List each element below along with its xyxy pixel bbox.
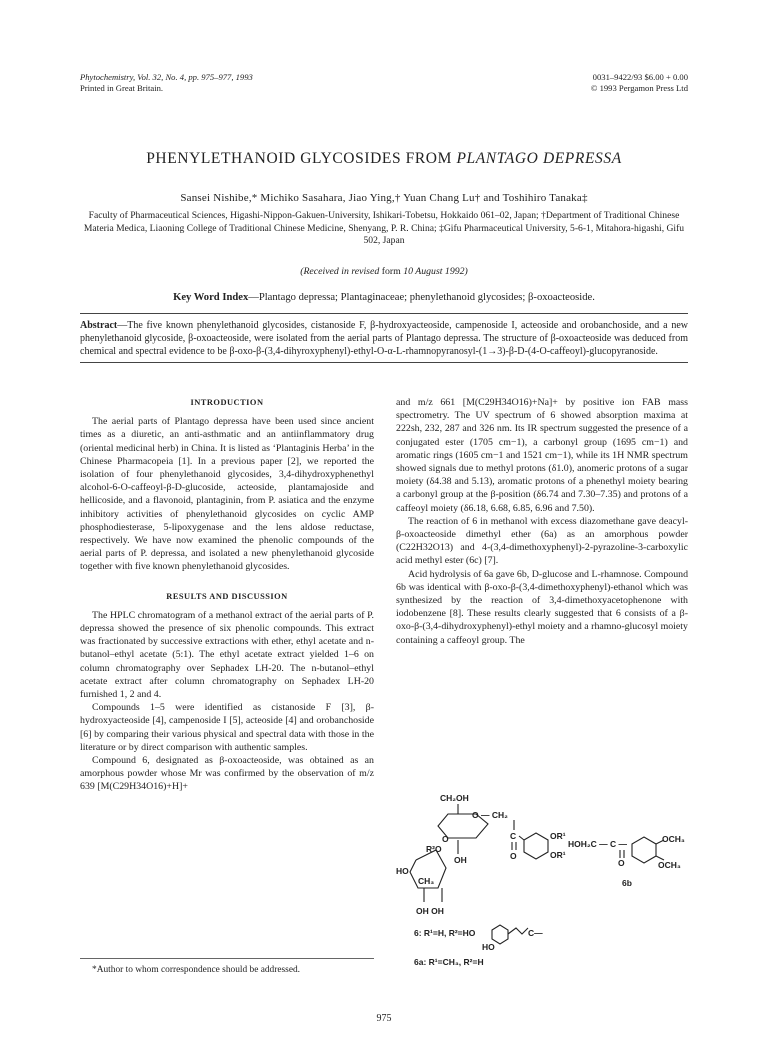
label-6b: 6b: [622, 878, 632, 888]
label-och3-top: OCH₃: [662, 834, 685, 844]
received-label: (Received in revised: [300, 266, 382, 277]
received-form: form: [381, 266, 401, 277]
phenyl-ring-6b: [632, 837, 656, 863]
introduction-heading: INTRODUCTION: [190, 398, 264, 407]
caffeoyl-chain: [508, 928, 528, 934]
label-o-ring: O: [442, 834, 449, 844]
label-ch3: CH₃: [418, 876, 435, 886]
title-main: PHENYLETHANOID GLYCOSIDES FROM: [146, 150, 457, 167]
received-date: [0, 266, 768, 277]
keyword-text: —Plantago depressa; Plantaginaceae; phenylethanoid glycosides; β-oxoacteoside.: [248, 292, 595, 303]
abstract-text: —The five known phenylethanoid glycosides, cistanoside F, β-hydroxyacteoside, campenoside I, acteoside and orobanchoside, and a new phenylethanoid glycoside, β-oxoacteoside, were isolated from the aerial parts of Plantago depressa. The structure of β-oxoacteoside was deduced from chemical and spectral evidence to be β-oxo-β-(3,4-dihyroxyphenyl)-ethyl-O-α-L-rhamnopyranosyl-(1→3)-β-D-(4-O-caffeoyl)-glucopyranoside.: [80, 320, 688, 357]
author-list: Sansei Nishibe,* Michiko Sasahara, Jiao Ying,† Yuan Chang Lu† and Toshihiro Tanaka‡: [180, 192, 588, 204]
paper-title: [0, 150, 768, 168]
phenyl-ring-1: [524, 833, 548, 859]
legend-6: 6: R¹=H, R²=HO: [414, 928, 476, 938]
label-ho-left: HO: [396, 866, 409, 876]
results-paragraph-1: The HPLC chromatogram of a methanol extract of the aerial parts of P. depressa showed the presence of six phenolic compounds. This extract was fractionated by successive extractions with ether, ethyl acetate and n-butanol–ethyl acetate (5:1). The ethyl acetate extract yielded 1–6 on column chromatography over Sephadex LH-20. The n-butanol–ethyl acetate extract after column chromatography on Sephadex LH-20 furnished 1, 2 and 4.: [80, 609, 374, 701]
results-paragraph-3: Compound 6, designated as β-oxoacteoside, was obtained as an amorphous powder whose Mr was confirmed by the observation of m/z 639 [M(C29H34O16)+H]+: [80, 755, 374, 793]
label-ch2oh: CH₂OH: [440, 793, 469, 803]
introduction-paragraph: The aerial parts of Plantago depressa have been used since ancient times as a diuretic, an anti-asthmatic and an antiinflammatory drug (oriental medicinal herb) in China. It is listed as ‘Plantaginis Herba’ in the Chinese Pharmacopeia [1]. In a previous paper [2], we reported the isolation of four phenylethanoid glycosides, 3,4-dihydroxyphenethyl alcohol-6-O-caffeoyl-β-D-glucoside, acteoside, plantamajoside and hellicoside, and a flavonoid, plantaginin, from P. asiatica and the enzyme inhibitory activities of phenylethanoid glycosides on cyclic AMP phosphodiesterase, 5-lipoxygenase and the lens aldose reductase, respectively. We have now examined the phenolic compounds of the aerial parts of P. depressa, and isolated a new phenylethanoid glycoside together with five known phenylethanoid glycosides.: [80, 416, 374, 573]
abstract-bottom-rule: [80, 362, 688, 363]
code-line-1: 0031–9422/93 $6.00 + 0.00: [592, 72, 688, 82]
right-column: [396, 396, 688, 647]
legend-6-c: C—: [528, 928, 543, 938]
label-c: C: [510, 831, 517, 841]
label-oh-oh: OH OH: [416, 906, 444, 916]
abstract: [80, 319, 688, 358]
page-number: 975: [376, 1013, 392, 1024]
received-date-value: 10 August 1992): [400, 266, 468, 277]
code-line-2: © 1993 Pergamon Press Ltd: [590, 83, 688, 93]
footnote: *Author to whom correspondence should be addressed.: [92, 965, 301, 975]
legend-6a: 6a: R¹=CH₃, R²=H: [414, 957, 484, 967]
journal-line-1: Phytochemistry, Vol. 32, No. 4, pp. 975–977, 1993: [80, 72, 253, 82]
results-paragraph-2: Compounds 1–5 were identified as cistanoside F [3], β-hydroxyacteoside [4], campenoside I [5], acteoside [4] and orobanchoside [6] by comparing their various physical and spectral data with those in the literature or by direct comparison with authentic samples.: [80, 702, 374, 753]
label-r2o: R²O: [426, 844, 442, 854]
bond-c-ring: [519, 836, 524, 840]
label-och3-bottom: OCH₃: [658, 860, 681, 870]
keyword-label: Key Word Index: [173, 292, 249, 303]
title-species: PLANTAGO DEPRESSA: [456, 150, 622, 167]
label-o-6b: O: [618, 858, 625, 868]
right-paragraph-3: Acid hydrolysis of 6a gave 6b, D-glucose and L-rhamnose. Compound 6b was identical with β-oxo-β-(3,4-dimethoxyphenyl)-ethanol which was synthesized by the reaction of 3,4-dimethoxyacetophenone with iodobenzene [8]. These results clearly suggested that 6 consists of a β-oxo-β-(3,4-dihydroxyphenyl)-ethyl moiety and a rhamno-glucosyl moiety containing a caffeoyl group. The: [396, 568, 689, 646]
left-column: [80, 396, 374, 794]
abstract-label: Abstract: [80, 320, 118, 331]
label-o-carbonyl: O: [510, 851, 517, 861]
chemical-structure-figure: [396, 790, 696, 995]
legend-6-ho: HO: [482, 942, 495, 952]
keyword-index: [0, 292, 768, 303]
results-heading: RESULTS AND DISCUSSION: [166, 591, 288, 601]
label-oh-mid: OH: [454, 855, 467, 865]
footnote-rule: [80, 958, 374, 959]
affiliations: Faculty of Pharmaceutical Sciences, Higashi-Nippon-Gakuen-University, Ishikari-Tobetsu, Hokkaido 061–02, Japan; †Department of Traditional Chinese Materia Medica, Liaoning College of Traditional Chinese Medicine, Shenyang, P. R. China; ‡Gifu Pharmaceutical University, 5-6-1, Mitahora-higashi, Gifu 502, Japan: [83, 210, 685, 246]
publisher-code: [591, 72, 688, 94]
journal-citation: [80, 72, 253, 94]
label-o-ch2: O — CH₂: [472, 810, 508, 820]
label-or1-top: OR¹: [550, 831, 566, 841]
label-or1-bottom: OR¹: [550, 850, 566, 860]
abstract-top-rule: [80, 313, 688, 314]
right-paragraph-2: The reaction of 6 in methanol with excess diazomethane gave deacyl-β-oxoacteoside dimethyl ether (6a) as an amorphous powder (C22H32O13) and 4-(3,4-dimethoxyphenyl)-2-pyrazoline-3-carboxylic acid methyl ester (6c) [7].: [396, 515, 688, 567]
label-hoh2c: HOH₂C — C —: [568, 839, 628, 849]
right-paragraph-1: and m/z 661 [M(C29H34O16)+Na]+ by positive ion FAB mass spectrometry. The UV spectrum of 6 showed absorption maxima at 222sh, 232, 287 and 326 nm. Its IR spectrum suggested the presence of a conjugated ester (1705 cm−1), a carbonyl group (1695 cm−1) and aromatic rings (1605 cm−1 and 1521 cm−1), while its 1H NMR spectrum showed signals due to methyl protons (δ1.0), anomeric protons of a sugar moiety (δ4.38 and 5.13), aromatic protons of a phenethyl moiety bearing a carbonyl group at the β-position (δ6.74 and 7.30–7.35) and protons of a caffeoyl moiety (δ6.18, 6.68, 6.85, 6.96 and 7.50).: [396, 397, 688, 514]
journal-line-2: Printed in Great Britain.: [80, 83, 164, 93]
